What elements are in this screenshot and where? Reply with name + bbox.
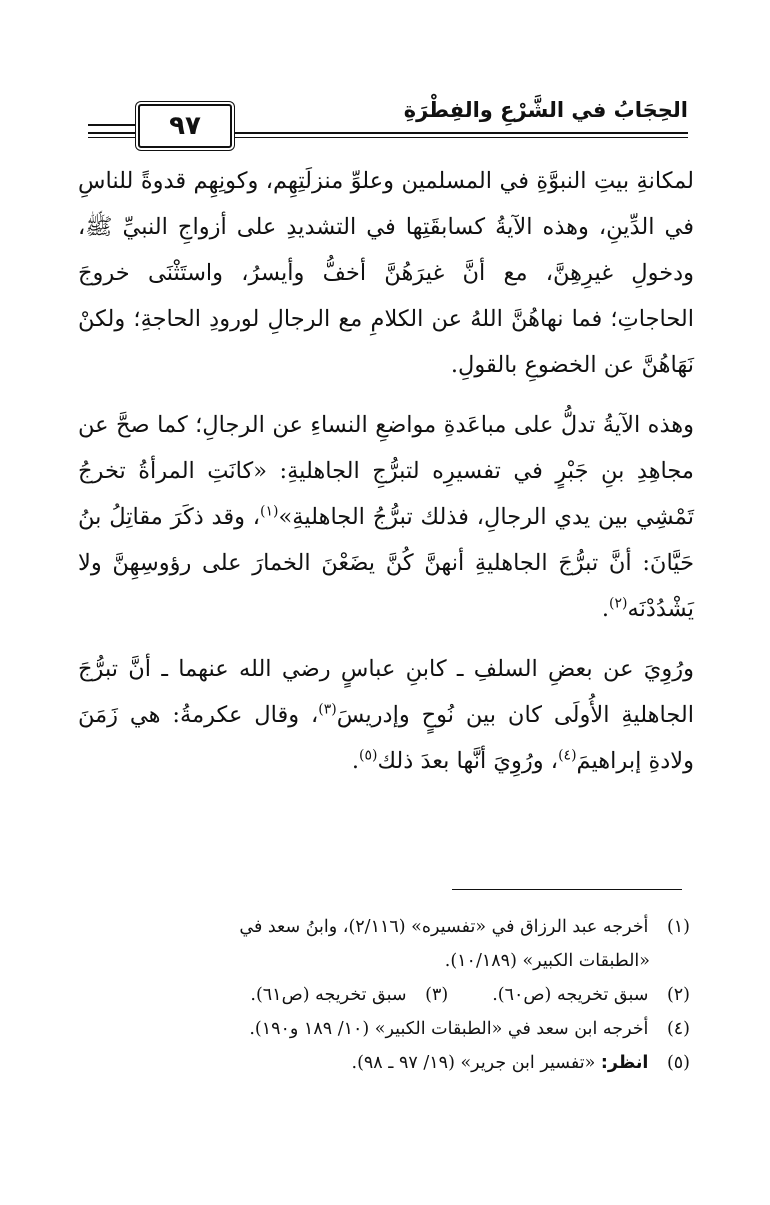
paragraph-3-part-b: ، وقال عكرمةُ: هي زَمَنَ ولادةِ إبراهيمَ xyxy=(78,702,694,774)
footnote-5 xyxy=(80,1046,690,1080)
footnote-ref-4[interactable]: (٤) xyxy=(558,747,577,764)
footnote-1-continuation xyxy=(80,944,690,978)
paragraph-3-part-a: ورُوِيَ عن بعضِ السلفِ ـ كابنِ عباسٍ رضي الله عنهما ـ أنَّ تبرُّجَ الجاهليةِ الأُولَى كان بين نُوحٍ وإدريسَ xyxy=(78,656,694,728)
page-number-frame xyxy=(138,104,232,148)
footnote-5-number: (٥) xyxy=(666,1053,690,1073)
footnote-1-line-2: «الطبقات الكبير» (١٠/١٨٩). xyxy=(444,951,650,971)
footnote-5-text: «تفسير ابن جرير» (١٩/ ٩٧ ـ ٩٨). xyxy=(351,1053,596,1073)
footnotes xyxy=(80,910,690,1080)
paragraph-3-end: . xyxy=(351,748,359,774)
footnote-ref-1[interactable]: (١) xyxy=(260,503,279,520)
paragraph-3-part-c: ، ورُوِيَ أنَّها بعدَ ذلك xyxy=(377,748,559,774)
footnote-3-text: سبق تخريجه (ص٦١). xyxy=(250,985,407,1005)
paragraph-2 xyxy=(78,402,694,632)
paragraph-2-part-b: ، وقد ذكَرَ مقاتِلُ بنُ حَيَّانَ: أنَّ تبرُّجَ الجاهليةِ أنهنَّ كُنَّ يضَعْنَ الخمارَ على رؤوسِهِنَّ ولا يَشْدُدْنَه xyxy=(78,504,694,622)
paragraph-1: لمكانةِ بيتِ النبوَّةِ في المسلمين وعلوِّ منزلَتِهِم، وكونِهِم قدوةً للناسِ في الدِّينِ، وهذه الآيةُ كسابقَتِها في التشديدِ على أزواجِ النبيِّ ﷺ، ودخولِ غيرِهِنَّ، مع أنَّ غيرَهُنَّ أخفُّ وأيسرُ، واستَثْنَى خروجَ الحاجاتِ؛ فما نهاهُنَّ اللهُ عن الكلامِ مع الرجالِ لورودِ الحاجةِ؛ ولكنْ نَهَاهُنَّ عن الخضوعِ بالقولِ. xyxy=(78,168,694,378)
main-text xyxy=(78,158,694,784)
paragraph-3 xyxy=(78,646,694,784)
page-number: ٩٧ xyxy=(169,111,201,141)
footnote-ref-3[interactable]: (٣) xyxy=(318,701,337,718)
paragraph-2-part-a: وهذه الآيةُ تدلُّ على مباعَدةِ مواضعِ النساءِ عن الرجالِ؛ كما صحَّ عن مجاهِدِ بنِ جَبْرٍ في تفسيرِه لتبرُّجِ الجاهليةِ: «كانَتِ المرأةُ تخرجُ تَمْشِي بين يدي الرجالِ، فذلك تبرُّجُ الجاهليةِ» xyxy=(78,412,694,530)
footnote-1-line-1: أخرجه عبد الرزاق في «تفسيره» (٢/١١٦)، وابنُ سعد في xyxy=(239,917,649,937)
running-title: الحِجَابُ في الشَّرْعِ والفِطْرَةِ xyxy=(403,98,688,122)
footnote-5-label: انظر: xyxy=(600,1053,649,1073)
footnote-4-text: أخرجه ابن سعد في «الطبقات الكبير» (١٠/ ١٨٩ و١٩٠). xyxy=(249,1019,649,1039)
paragraph-2-end: . xyxy=(601,596,610,622)
footnote-1-number: (١) xyxy=(666,917,690,937)
footnote-2-3 xyxy=(80,978,690,1012)
footnote-1 xyxy=(80,910,690,944)
page-header xyxy=(88,90,688,150)
footnote-ref-2[interactable]: (٢) xyxy=(609,595,628,612)
footnote-ref-5[interactable]: (٥) xyxy=(359,747,378,764)
footnote-separator xyxy=(452,889,682,890)
header-rule-left xyxy=(88,124,136,126)
footnote-2-number: (٢) xyxy=(666,985,690,1005)
footnote-4-number: (٤) xyxy=(666,1019,690,1039)
footnote-3-number: (٣) xyxy=(425,985,449,1005)
footnote-2-text: سبق تخريجه (ص٦٠). xyxy=(492,985,649,1005)
footnote-4 xyxy=(80,1012,690,1046)
